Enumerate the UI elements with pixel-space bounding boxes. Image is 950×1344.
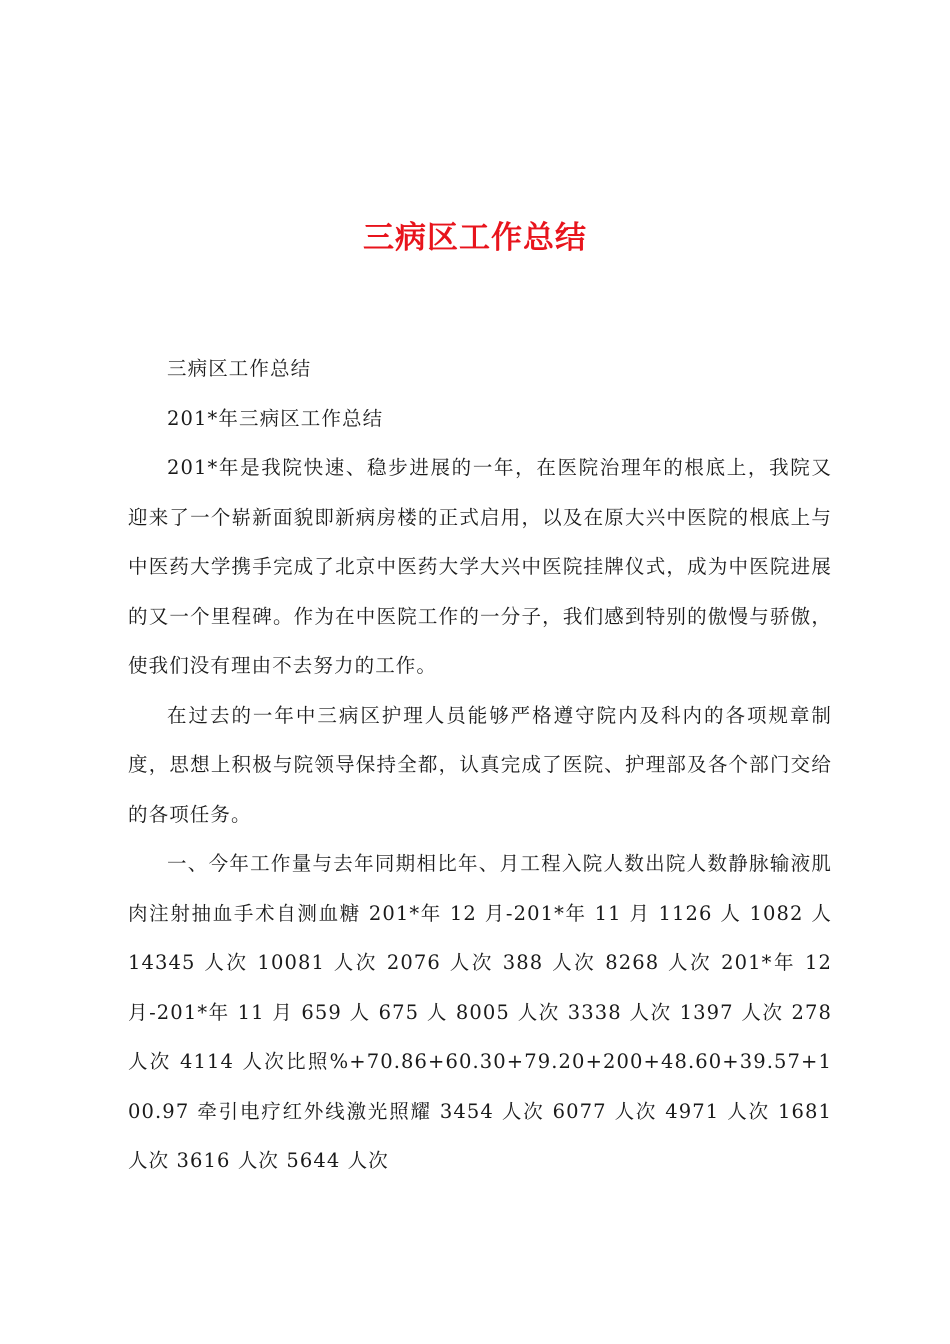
paragraph-heading: 三病区工作总结 [167, 357, 312, 380]
paragraph-workload: 一、今年工作量与去年同期相比年、月工程入院人数出院人数静脉输液肌肉注射抽血手术自测血糖 201*年 12 月-201*年 11 月 1126 人 1082 人 14345 人次 10081 人次 2076 人次 388 人次 8268 人次 201*年 12 月-201*年 11 月 659 人 675 人 8005 人次 3338 人次 1397 人次 278 人次 4114 人次比照%+70.86+60.30+79.20+200+48.60+39.57+100.97 牵引电疗红外线激光照耀 3454 人次 6077 人次 4971 人次 1681 人次 3616 人次 5644 人次 [128, 852, 832, 1172]
paragraph-subheading: 201*年三病区工作总结 [167, 406, 384, 430]
paragraph-intro: 201*年是我院快速、稳步进展的一年，在医院治理年的根底上，我院又迎来了一个崭新面貌即新病房楼的正式启用，以及在原大兴中医院的根底上与中医药大学携手完成了北京中医药大学大兴中医院挂牌仪式，成为中医院进展的又一个里程碑。作为在中医院工作的一分子，我们感到特别的傲慢与骄傲，使我们没有理由不去努力的工作。 [128, 456, 832, 677]
document-title: 三病区工作总结 [363, 220, 587, 256]
document-body [128, 344, 832, 1186]
paragraph-discipline: 在过去的一年中三病区护理人员能够严格遵守院内及科内的各项规章制度，思想上积极与院领导保持全都，认真完成了医院、护理部及各个部门交给的各项任务。 [128, 703, 832, 826]
